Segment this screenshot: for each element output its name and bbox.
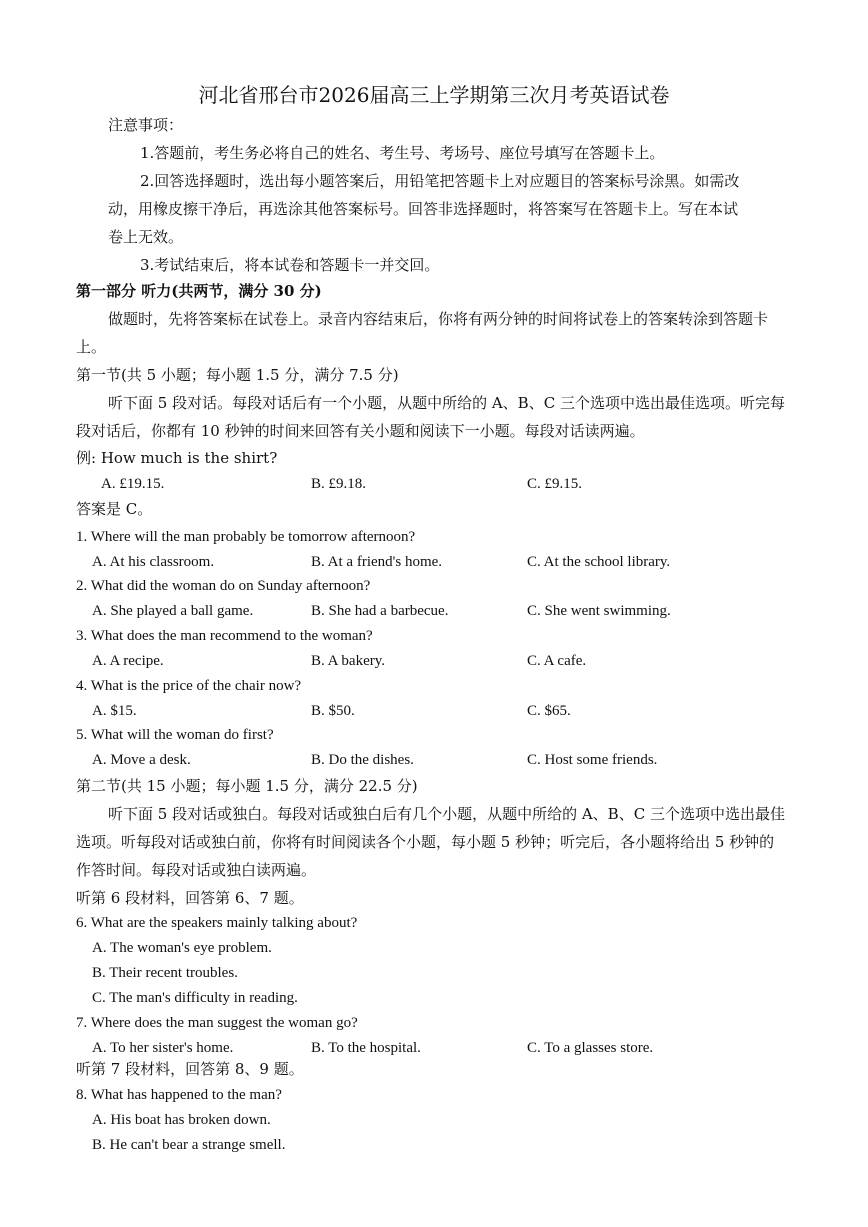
example-option-a: A. £19.15. (101, 476, 165, 492)
note-2-line-a: 2.回答选择题时，选出每小题答案后，用铅笔把答题卡上对应题目的答案标号涂黑。如需改 (140, 172, 740, 190)
q4-option-a: A. $15. (92, 703, 137, 719)
part1-intro-a: 做题时，先将答案标在试卷上。录音内容结束后，你将有两分钟的时间将试卷上的答案转涂到答题卡 (108, 310, 769, 328)
section2-intro-b: 选项。听每段对话或独白前，你将有时间阅读各个小题，每小题 5 秒钟；听完后，各小题将给出 5 秒钟的 (76, 833, 775, 851)
q7-option-c: C. To a glasses store. (527, 1040, 654, 1056)
question-5: 5. What will the woman do first? (76, 727, 274, 743)
q3-option-b: B. A bakery. (311, 653, 386, 669)
section2-heading: 第二节(共 15 小题；每小题 1.5 分，满分 22.5 分) (76, 777, 418, 795)
note-2-line-b: 动，用橡皮擦干净后，再选涂其他答案标号。回答非选择题时，将答案写在答题卡上。写在本试 (108, 200, 739, 218)
q6-option-b: B. Their recent troubles. (92, 965, 238, 981)
example-answer: 答案是 C。 (76, 500, 153, 518)
question-2: 2. What did the woman do on Sunday afternoon? (76, 578, 371, 594)
section1-heading: 第一节(共 5 小题；每小题 1.5 分，满分 7.5 分) (76, 366, 399, 384)
q3-option-a: A. A recipe. (92, 653, 164, 669)
q8-option-b: B. He can't bear a strange smell. (92, 1137, 286, 1153)
q2-option-a: A. She played a ball game. (92, 603, 254, 619)
q1-option-a: A. At his classroom. (92, 554, 215, 570)
question-3: 3. What does the man recommend to the woman? (76, 628, 373, 644)
notes-heading: 注意事项： (108, 116, 184, 134)
q2-option-b: B. She had a barbecue. (311, 603, 449, 619)
example-option-b: B. £9.18. (311, 476, 367, 492)
question-6: 6. What are the speakers mainly talking about? (76, 915, 358, 931)
section1-intro-b: 段对话后，你都有 10 秒钟的时间来回答有关小题和阅读下一小题。每段对话读两遍。 (76, 422, 645, 440)
part1-heading: 第一部分 听力(共两节，满分 30 分) (76, 282, 322, 300)
q4-option-c: C. $65. (527, 703, 571, 719)
q6-option-a: A. The woman's eye problem. (92, 940, 272, 956)
question-8: 8. What has happened to the man? (76, 1087, 282, 1103)
section1-intro-a: 听下面 5 段对话。每段对话后有一个小题，从题中所给的 A、B、C 三个选项中选出最佳选项。听完每 (108, 394, 785, 412)
q4-option-b: B. $50. (311, 703, 355, 719)
section2-intro-a: 听下面 5 段对话或独白。每段对话或独白后有几个小题，从题中所给的 A、B、C 三个选项中选出最佳 (108, 805, 785, 823)
example-question: 例: How much is the shirt? (76, 449, 278, 467)
material-6-heading: 听第 6 段材料，回答第 6、7 题。 (76, 889, 304, 907)
material-7-heading: 听第 7 段材料，回答第 8、9 题。 (76, 1060, 304, 1078)
exam-title: 河北省邢台市2026届高三上学期第三次月考英语试卷 (198, 83, 670, 107)
q2-option-c: C. She went swimming. (527, 603, 671, 619)
q5-option-a: A. Move a desk. (92, 752, 191, 768)
note-2-line-c: 卷上无效。 (108, 228, 184, 246)
question-4: 4. What is the price of the chair now? (76, 678, 302, 694)
question-7: 7. Where does the man suggest the woman go? (76, 1015, 358, 1031)
note-1: 1.答题前，考生务必将自己的姓名、考生号、考场号、座位号填写在答题卡上。 (140, 144, 665, 162)
q7-option-b: B. To the hospital. (311, 1040, 421, 1056)
q1-option-b: B. At a friend's home. (311, 554, 443, 570)
note-3: 3.考试结束后，将本试卷和答题卡一并交回。 (140, 256, 440, 274)
q3-option-c: C. A cafe. (527, 653, 587, 669)
q5-option-b: B. Do the dishes. (311, 752, 414, 768)
q1-option-c: C. At the school library. (527, 554, 671, 570)
q8-option-a: A. His boat has broken down. (92, 1112, 271, 1128)
part1-intro-b: 上。 (76, 338, 107, 356)
question-1: 1. Where will the man probably be tomorrow afternoon? (76, 529, 416, 545)
q5-option-c: C. Host some friends. (527, 752, 658, 768)
q7-option-a: A. To her sister's home. (92, 1040, 234, 1056)
q6-option-c: C. The man's difficulty in reading. (92, 990, 298, 1006)
section2-intro-c: 作答时间。每段对话或独白读两遍。 (76, 861, 317, 879)
example-option-c: C. £9.15. (527, 476, 583, 492)
